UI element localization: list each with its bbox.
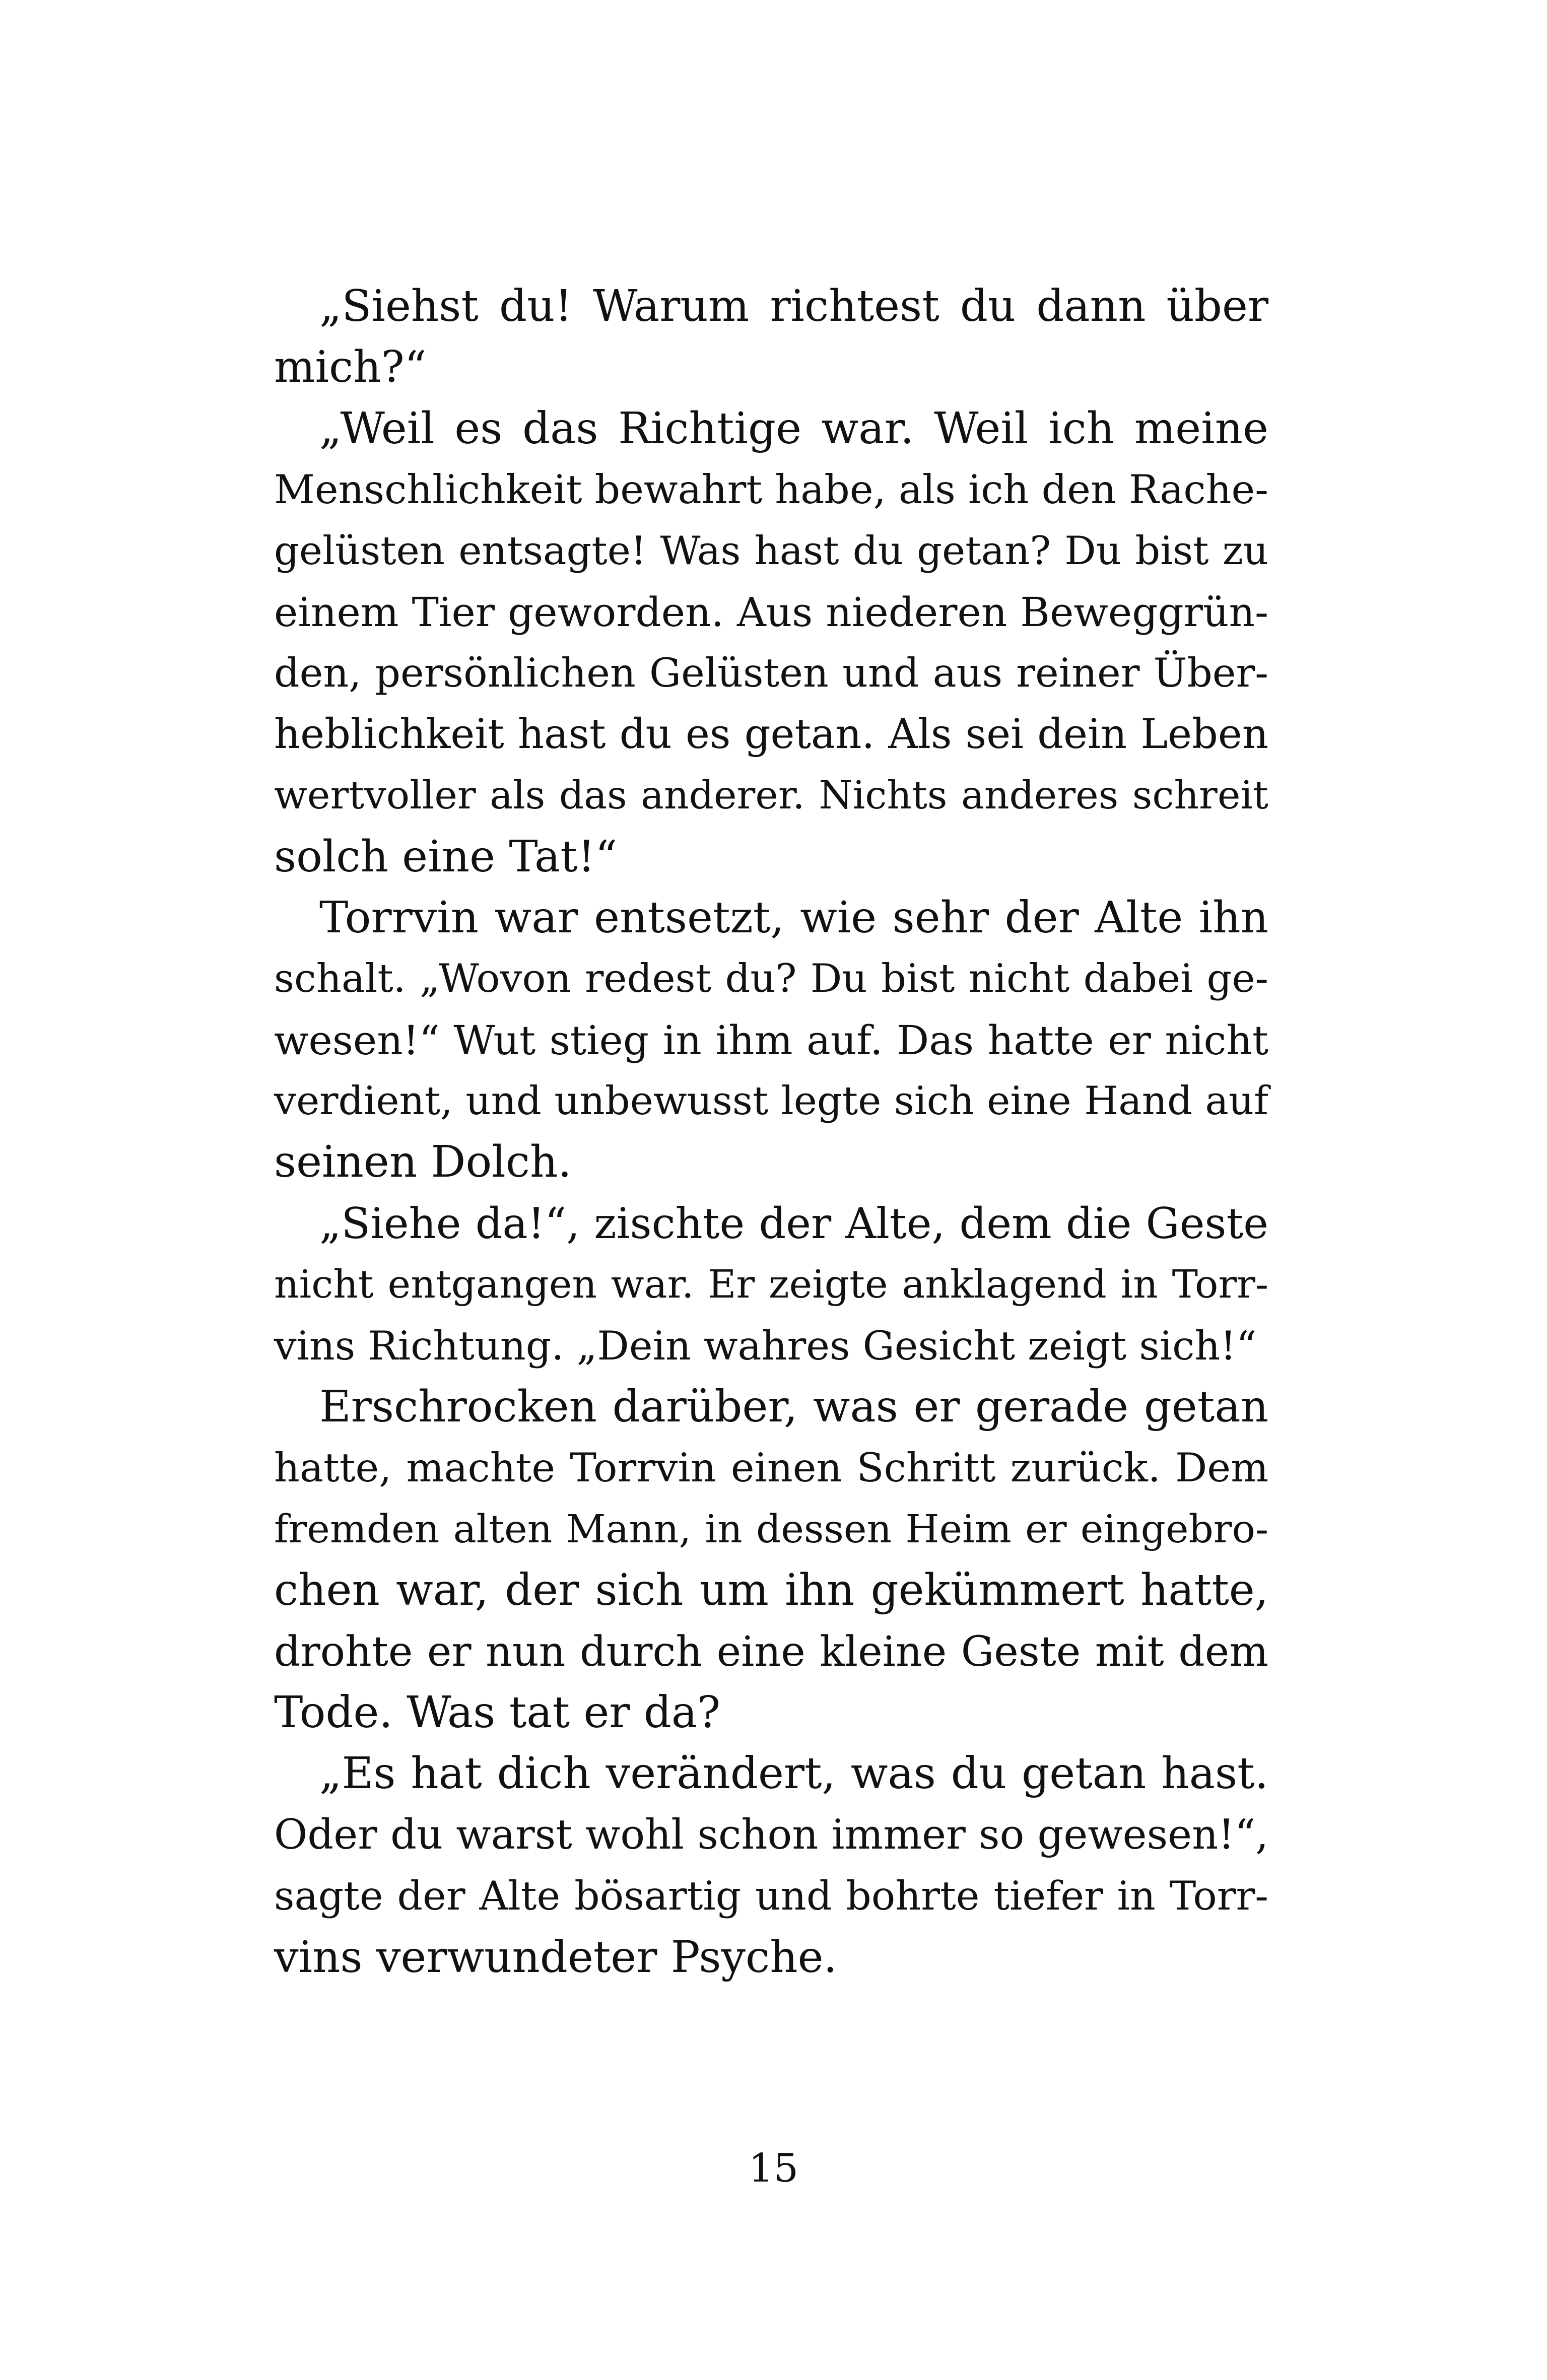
text-line: „Siehe da!“, zischte der Alte, dem die Geste xyxy=(319,1198,1268,1248)
text-line: vins Richtung. „Dein wahres Gesicht zeigt sich!“ xyxy=(274,1322,1257,1369)
text-line: Oder du warst wohl schon immer so gewesen!“, xyxy=(274,1811,1268,1859)
text-line: „Siehst du! Warum richtest du dann über xyxy=(319,281,1268,331)
text-line: Erschrocken darüber, was er gerade getan xyxy=(319,1382,1268,1433)
text-line: Menschlichkeit bewahrt habe, als ich den Rache- xyxy=(274,466,1268,513)
text-line: gelüsten entsagte! Was hast du getan? Du bist zu xyxy=(274,528,1268,574)
text-line: hatte, machte Torrvin einen Schritt zurück. Dem xyxy=(274,1445,1268,1491)
text-line: Tode. Was tat er da? xyxy=(274,1687,721,1738)
text-line: den, persönlichen Gelüsten und aus reiner Über- xyxy=(274,650,1268,697)
text-line: wertvoller als das anderer. Nichts anderes schreit xyxy=(274,773,1268,819)
text-line: nicht entgangen war. Er zeigte anklagend in Torr- xyxy=(274,1262,1268,1308)
body-text xyxy=(274,276,1268,1988)
text-line: heblichkeit hast du es getan. Als sei dein Leben xyxy=(274,710,1268,758)
text-line: einem Tier geworden. Aus niederen Beweggrün- xyxy=(274,588,1268,636)
text-line: solch eine Tat!“ xyxy=(274,831,618,882)
text-line: sagte der Alte bösartig und bohrte tiefer in Torr- xyxy=(274,1873,1268,1920)
text-line: seinen Dolch. xyxy=(274,1137,572,1188)
text-line: Torrvin war entsetzt, wie sehr der Alte ihn xyxy=(319,892,1268,943)
text-line: vins verwundeter Psyche. xyxy=(274,1932,837,1983)
text-line: chen war, der sich um ihn gekümmert hatte, xyxy=(274,1565,1268,1616)
text-line: fremden alten Mann, in dessen Heim er eingebro- xyxy=(274,1507,1268,1552)
text-line: verdient, und unbewusst legte sich eine Hand auf xyxy=(274,1078,1268,1124)
text-line: „Es hat dich verändert, was du getan hast. xyxy=(319,1748,1268,1799)
text-line: schalt. „Wovon redest du? Du bist nicht dabei ge- xyxy=(274,956,1268,1002)
text-line: wesen!“ Wut stieg in ihm auf. Das hatte er nicht xyxy=(274,1016,1268,1064)
page-number: 15 xyxy=(748,2146,799,2191)
text-line: „Weil es das Richtige war. Weil ich meine xyxy=(319,403,1268,454)
text-line: mich?“ xyxy=(274,342,427,393)
text-line: drohte er nun durch eine kleine Geste mit dem xyxy=(274,1627,1268,1676)
